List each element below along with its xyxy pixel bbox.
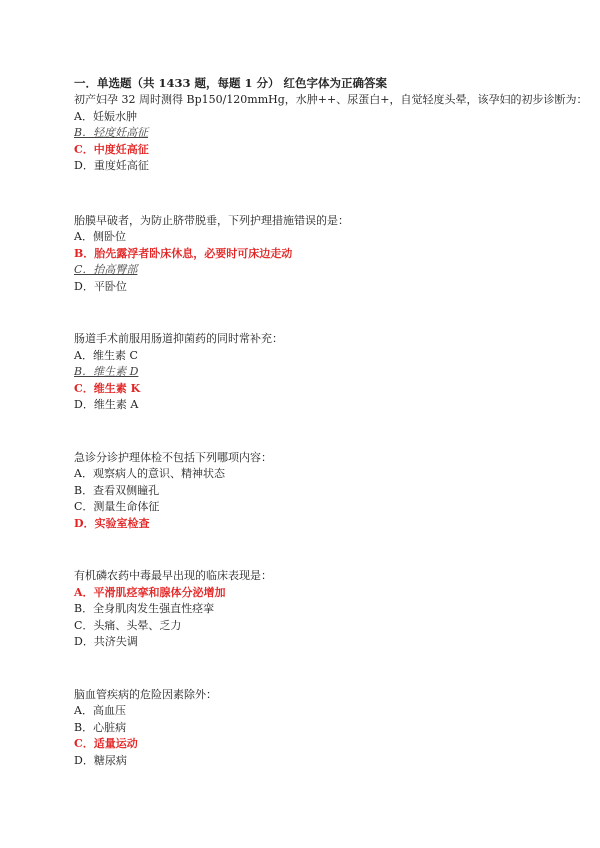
answer-option: B．轻度妊高征 <box>74 126 149 139</box>
question-text: 胎膜早破者，为防止脐带脱垂，下列护理措施错误的是： <box>74 213 349 227</box>
answer-option-correct: B．胎先露浮者卧床休息，必要时可床边走动 <box>74 246 293 260</box>
question-text: 肠道手术前服用肠道抑菌药的同时常补充： <box>74 332 283 345</box>
answer-option: A．妊娠水肿 <box>74 109 137 123</box>
section-heading: 一．单选题（共 1433 题，每题 1 分） 红色字体为正确答案 <box>74 76 388 90</box>
question-block <box>74 213 594 296</box>
answer-option: A．高血压 <box>74 704 126 717</box>
question-block <box>74 450 594 533</box>
answer-option: B．心脏病 <box>74 720 127 734</box>
question-block <box>74 331 594 414</box>
answer-option: D．共济失调 <box>74 635 138 648</box>
question-text: 急诊分诊护理体检不包括下列哪项内容： <box>74 450 272 464</box>
answer-option: C．头痛、头晕、乏力 <box>74 618 182 632</box>
question-block <box>74 92 594 175</box>
answer-option: D．糖尿病 <box>74 753 127 767</box>
answer-option: D．重度妊高征 <box>74 159 149 172</box>
answer-option-correct: C．维生素 K <box>74 381 141 395</box>
answer-option-correct: C．中度妊高征 <box>74 142 149 156</box>
exam-page <box>74 75 594 805</box>
answer-option: D．平卧位 <box>74 279 127 293</box>
answer-option: A．维生素 C <box>74 348 138 362</box>
question-text: 初产妇孕 32 周时测得 Bp150/120mmHg，水肿++、尿蛋白+，自觉轻度头晕，该孕妇的初步诊断为： <box>74 93 588 106</box>
answer-option: B．全身肌肉发生强直性痉挛 <box>74 602 215 615</box>
answer-option-correct: C．适量运动 <box>74 737 138 750</box>
answer-option: B．查看双侧瞳孔 <box>74 483 160 497</box>
answer-option: A．观察病人的意识、精神状态 <box>74 467 225 480</box>
answer-option: D．维生素 A <box>74 398 139 411</box>
answer-option-correct: D．实验室检查 <box>74 516 150 530</box>
question-block <box>74 687 594 770</box>
answer-option: C．抬高臀部 <box>74 263 138 276</box>
answer-option-correct: A．平滑肌痉挛和腺体分泌增加 <box>74 585 226 599</box>
question-block <box>74 568 594 651</box>
question-list <box>74 92 594 769</box>
answer-option: C．测量生命体征 <box>74 500 160 513</box>
answer-option: A．侧卧位 <box>74 230 126 243</box>
answer-option: B．维生素 D <box>74 365 139 378</box>
question-text: 有机磷农药中毒最早出现的临床表现是： <box>74 569 272 582</box>
question-text: 脑血管疾病的危险因素除外： <box>74 687 217 701</box>
